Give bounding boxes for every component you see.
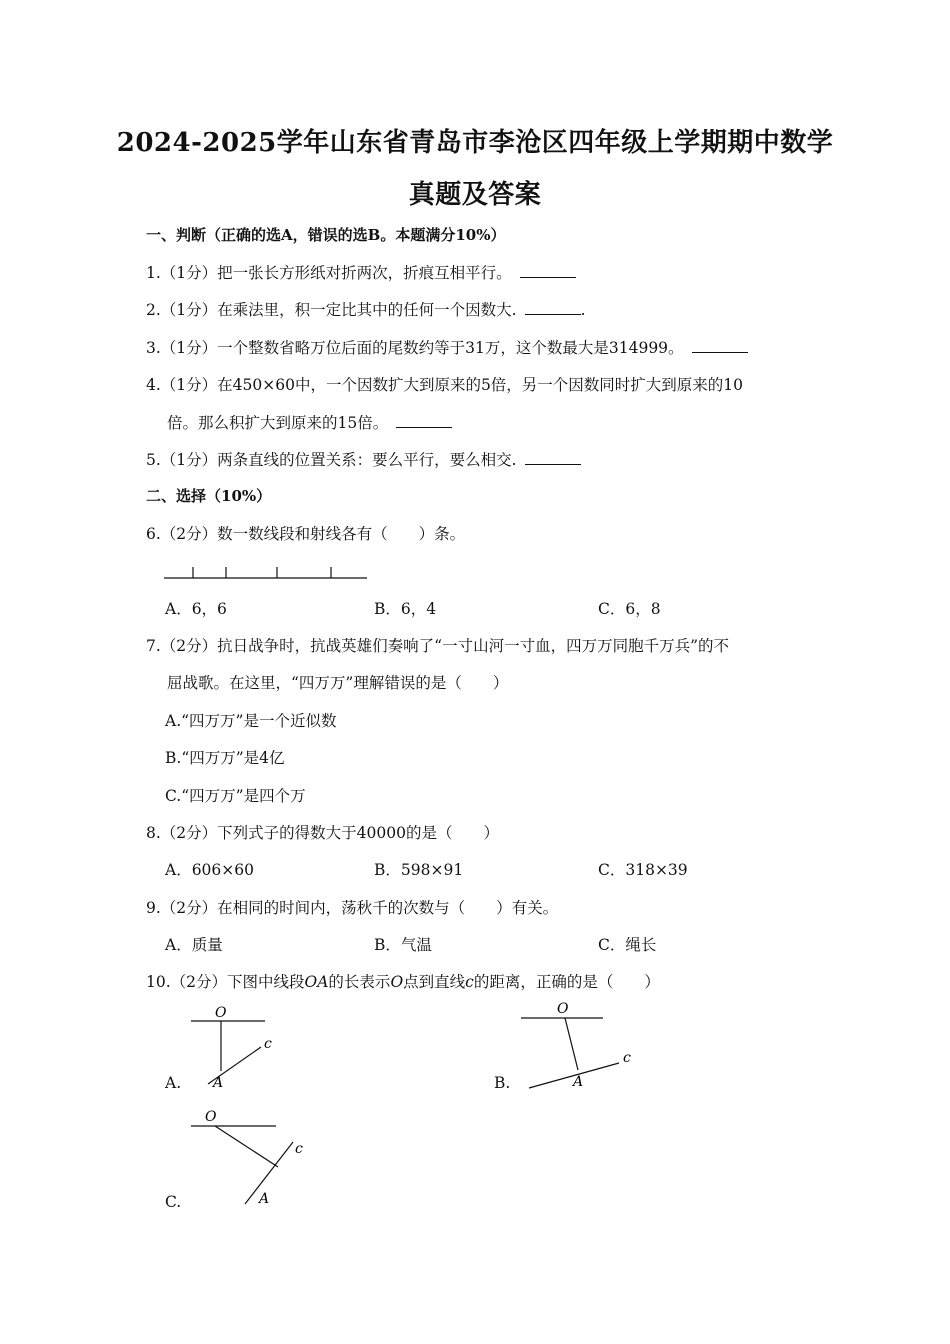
q10-figure-c: [185, 1104, 315, 1210]
question-2: [146, 298, 586, 320]
answer-blank[interactable]: [692, 338, 748, 353]
question-2-text: 2.（1分）在乘法里，积一定比其中的任何一个因数大.: [146, 301, 517, 319]
question-10-point-o: O: [390, 973, 404, 991]
answer-blank[interactable]: [525, 300, 581, 315]
q10-option-b[interactable]: B.: [494, 1074, 511, 1092]
question-6: 6.（2分）数一数线段和射线各有（ ）条。: [146, 525, 466, 543]
q6-option-c[interactable]: C．6，8: [598, 600, 661, 618]
question-10: [146, 970, 660, 992]
label-o: O: [215, 1005, 227, 1021]
answer-blank[interactable]: [520, 263, 576, 278]
question-7-line1: 7.（2分）抗日战争时，抗战英雄们奏响了“一寸山河一寸血，四万万同胞千万兵”的不: [146, 637, 730, 655]
label-o: O: [205, 1109, 217, 1125]
question-10-text: 的长表示: [328, 973, 391, 991]
figure-segment-oa: [215, 1126, 278, 1167]
question-10-text: 点到直线: [403, 973, 466, 991]
question-10-text: 10.（2分）下图中线段: [146, 973, 305, 991]
question-3-text: 3.（1分）一个整数省略万位后面的尾数约等于31万，这个数最大是314999。: [146, 339, 684, 357]
label-c: c: [295, 1141, 303, 1157]
label-o: O: [557, 1001, 569, 1017]
section-heading-judgement: 一、判断（正确的选A，错误的选B。本题满分10%）: [146, 226, 506, 244]
answer-blank[interactable]: [525, 450, 581, 465]
question-10-segment-oa: OA: [304, 973, 329, 991]
q10-option-c[interactable]: C.: [165, 1193, 182, 1211]
q7-option-b[interactable]: B.“四万万”是4亿: [165, 749, 285, 767]
question-3: [146, 336, 748, 358]
question-4-line1: 4.（1分）在450×60中，一个因数扩大到原来的5倍，另一个因数同时扩大到原来的10: [146, 376, 744, 394]
label-a: A: [259, 1191, 270, 1207]
page-title: 2024-2025学年山东省青岛市李沧区四年级上学期期中数学: [116, 128, 834, 158]
q9-option-c[interactable]: C．绳长: [598, 936, 657, 954]
label-a: A: [213, 1075, 224, 1091]
label-a: A: [573, 1074, 584, 1090]
question-10-text: 的距离，正确的是（ ）: [473, 973, 660, 991]
question-7-line2: 屈战歌。在这里，“四万万”理解错误的是（ ）: [167, 674, 509, 692]
q6-line-figure: [160, 560, 380, 586]
question-10-line-c: c: [465, 973, 474, 991]
q6-option-b[interactable]: B．6，4: [374, 600, 437, 618]
q8-option-b[interactable]: B．598×91: [374, 861, 464, 879]
q10-figure-b: [515, 996, 645, 1092]
question-1-text: 1.（1分）把一张长方形纸对折两次，折痕互相平行。: [146, 264, 512, 282]
question-2-period: .: [580, 301, 586, 319]
question-8: 8.（2分）下列式子的得数大于40000的是（ ）: [146, 824, 499, 842]
question-5: [146, 448, 581, 470]
label-c: c: [623, 1050, 631, 1066]
q10-figure-a: [185, 1000, 285, 1092]
question-4-line2: [167, 411, 452, 433]
page-title-line2: 真题及答案: [408, 180, 542, 210]
q7-option-c[interactable]: C.“四万万”是四个万: [165, 787, 306, 805]
question-5-text: 5.（1分）两条直线的位置关系：要么平行，要么相交.: [146, 451, 517, 469]
q8-option-c[interactable]: C．318×39: [598, 861, 688, 879]
q6-option-a[interactable]: A．6，6: [165, 600, 227, 618]
q7-option-a[interactable]: A.“四万万”是一个近似数: [165, 712, 337, 730]
figure-segment-oa: [565, 1018, 578, 1070]
q8-option-a[interactable]: A．606×60: [165, 861, 254, 879]
question-4-text: 倍。那么积扩大到原来的15倍。: [167, 414, 389, 432]
q9-option-b[interactable]: B．气温: [374, 936, 432, 954]
answer-blank[interactable]: [396, 413, 452, 428]
label-c: c: [264, 1036, 272, 1052]
question-1: [146, 261, 576, 283]
section-heading-choice: 二、选择（10%）: [146, 487, 272, 505]
q10-option-a[interactable]: A.: [165, 1074, 182, 1092]
question-9: 9.（2分）在相同的时间内，荡秋千的次数与（ ）有关。: [146, 899, 559, 917]
q9-option-a[interactable]: A．质量: [165, 936, 223, 954]
